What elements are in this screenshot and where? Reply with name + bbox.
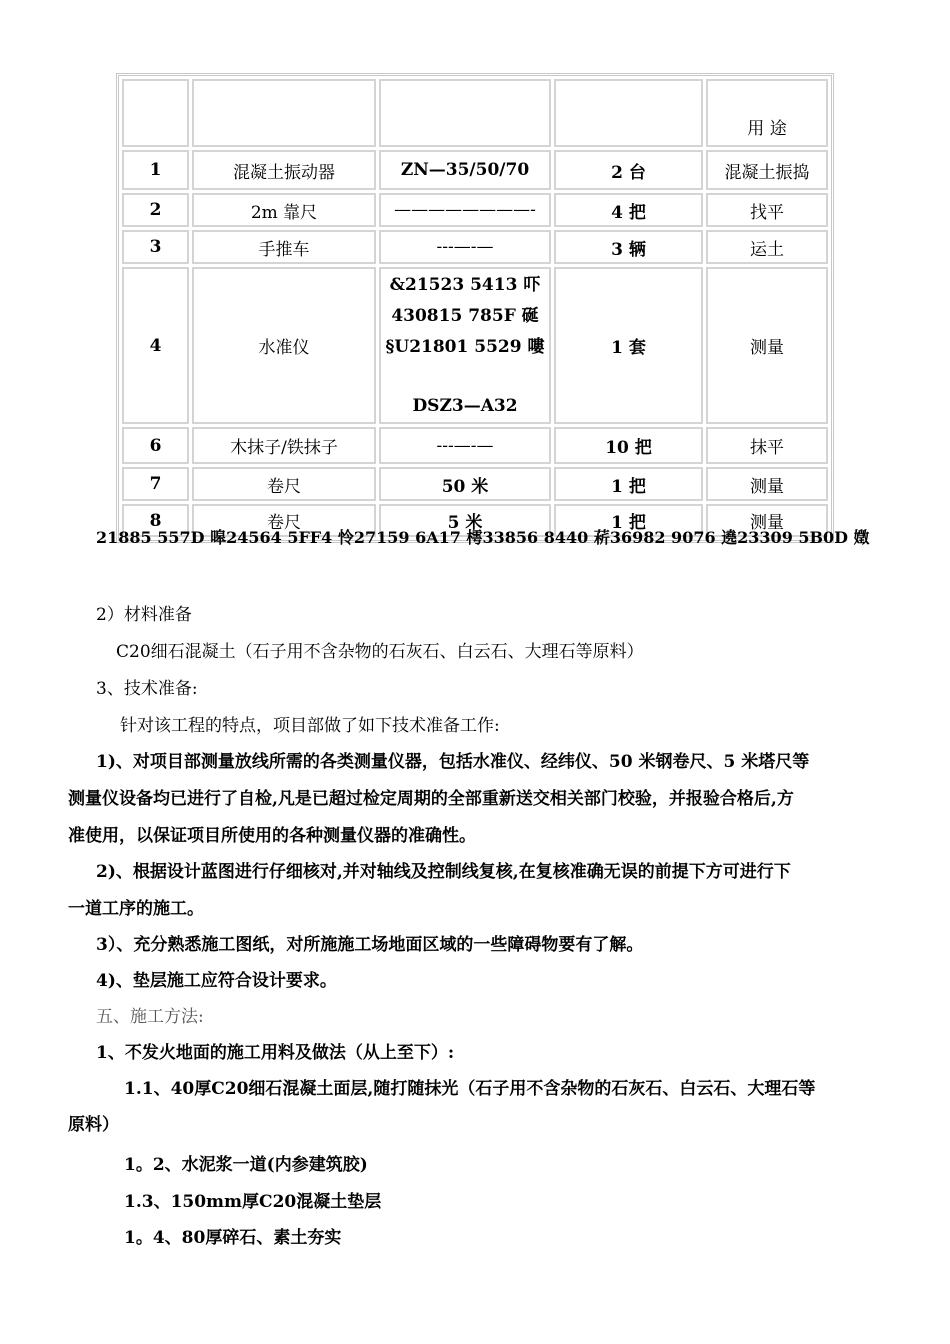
row-use: 找平 xyxy=(706,193,828,227)
model-line: DSZ3—A32 xyxy=(412,395,518,416)
model-line: &21523 5413 吓 xyxy=(389,274,541,295)
materials-title: 2）材料准备 xyxy=(96,605,192,625)
row-model: ---—-— xyxy=(379,230,551,264)
row-qty: 1 套 xyxy=(554,267,703,424)
row-qty: 10 把 xyxy=(554,427,703,464)
method-1-4: 1。4、80厚碎石、素土夯实 xyxy=(124,1228,342,1248)
tech-item-1-line-2: 测量仪设备均已进行了自检,凡是已超过检定周期的全部重新送交相关部门校验，并报验合格后,方 xyxy=(68,789,794,809)
row-no: 6 xyxy=(122,427,189,464)
row-name: 卷尺 xyxy=(192,504,376,537)
header-cell-no xyxy=(122,79,189,147)
row-use: 抹平 xyxy=(706,427,828,464)
row-name: 卷尺 xyxy=(192,467,376,501)
row-no: 2 xyxy=(122,193,189,227)
tech-title: 3、技术准备: xyxy=(96,679,198,699)
row-no: 4 xyxy=(122,267,189,424)
row-model xyxy=(379,267,551,424)
header-cell-use: 用 途 xyxy=(706,79,828,147)
table-row xyxy=(122,267,828,424)
tech-item-1-line-3: 准使用，以保证项目所使用的各种测量仪器的准确性。 xyxy=(68,826,476,846)
row-no: 1 xyxy=(122,150,189,190)
method-1-2: 1。2、水泥浆一道(内参建筑胶) xyxy=(124,1155,368,1175)
row-use: 混凝土振捣 xyxy=(706,150,828,190)
row-qty: 2 台 xyxy=(554,150,703,190)
row-use: 测量 xyxy=(706,467,828,501)
header-cell-name xyxy=(192,79,376,147)
table-header-row xyxy=(122,79,828,147)
row-name: 水准仪 xyxy=(192,267,376,424)
tech-item-4: 4)、垫层施工应符合设计要求。 xyxy=(96,971,337,991)
table-row xyxy=(122,150,828,190)
tech-intro: 针对该工程的特点，项目部做了如下技术准备工作: xyxy=(120,716,500,736)
row-model: 50 米 xyxy=(379,467,551,501)
table-row xyxy=(122,193,828,227)
tech-item-2-line-1: 2)、根据设计蓝图进行仔细核对,并对轴线及控制线复核,在复核准确无误的前提下方可进行下 xyxy=(96,862,791,882)
method-1-3: 1.3、150mm厚C20混凝土垫层 xyxy=(124,1192,382,1212)
row-no: 7 xyxy=(122,467,189,501)
row-no: 3 xyxy=(122,230,189,264)
row-name: 手推车 xyxy=(192,230,376,264)
materials-text: C20细石混凝土（石子用不含杂物的石灰石、白云石、大理石等原料） xyxy=(116,642,644,662)
model-line: 430815 785F 硟 xyxy=(391,305,539,326)
row-model: ————————- xyxy=(379,193,551,227)
tech-item-2-line-2: 一道工序的施工。 xyxy=(68,899,204,919)
row-qty: 1 把 xyxy=(554,504,703,537)
row-name: 木抹子/铁抹子 xyxy=(192,427,376,464)
row-qty: 1 把 xyxy=(554,467,703,501)
method-1: 1、不发火地面的施工用料及做法（从上至下）: xyxy=(96,1043,455,1063)
row-use: 测量 xyxy=(706,267,828,424)
method-title: 五、施工方法: xyxy=(96,1007,204,1027)
header-cell-model xyxy=(379,79,551,147)
row-use: 测量 xyxy=(706,504,828,537)
row-no: 8 xyxy=(122,504,189,537)
model-line: §U21801 5529 嘍 xyxy=(385,336,545,357)
table-row xyxy=(122,427,828,464)
tech-item-1-line-1: 1)、对项目部测量放线所需的各类测量仪器，包括水准仪、经纬仪、50 米钢卷尺、5 米塔尺等 xyxy=(96,752,810,772)
row-qty: 3 辆 xyxy=(554,230,703,264)
table-row xyxy=(122,467,828,501)
row-name: 2m 靠尺 xyxy=(192,193,376,227)
garbled-code-line: 21885 557D 嗥24564 5FF4 怜27159 6A17 樗33856 8440 菥36982 9076 遶23309 5B0D 嬍 xyxy=(96,528,870,547)
row-use: 运土 xyxy=(706,230,828,264)
model-line-gap xyxy=(381,363,549,391)
row-model: ZN—35/50/70 xyxy=(379,150,551,190)
method-1-1-line-2: 原料） xyxy=(68,1115,119,1135)
row-name: 混凝土振动器 xyxy=(192,150,376,190)
method-1-1-line-1: 1.1、40厚C20细石混凝土面层,随打随抹光（石子用不含杂物的石灰石、白云石、大理石等 xyxy=(124,1079,816,1099)
row-qty: 4 把 xyxy=(554,193,703,227)
row-model: ---—-— xyxy=(379,427,551,464)
table-row xyxy=(122,230,828,264)
header-cell-qty xyxy=(554,79,703,147)
tech-item-3: 3）、充分熟悉施工图纸，对所施施工场地面区域的一些障碍物要有了解。 xyxy=(96,935,644,955)
row-model: 5 米 xyxy=(379,504,551,537)
equipment-table xyxy=(116,73,834,543)
